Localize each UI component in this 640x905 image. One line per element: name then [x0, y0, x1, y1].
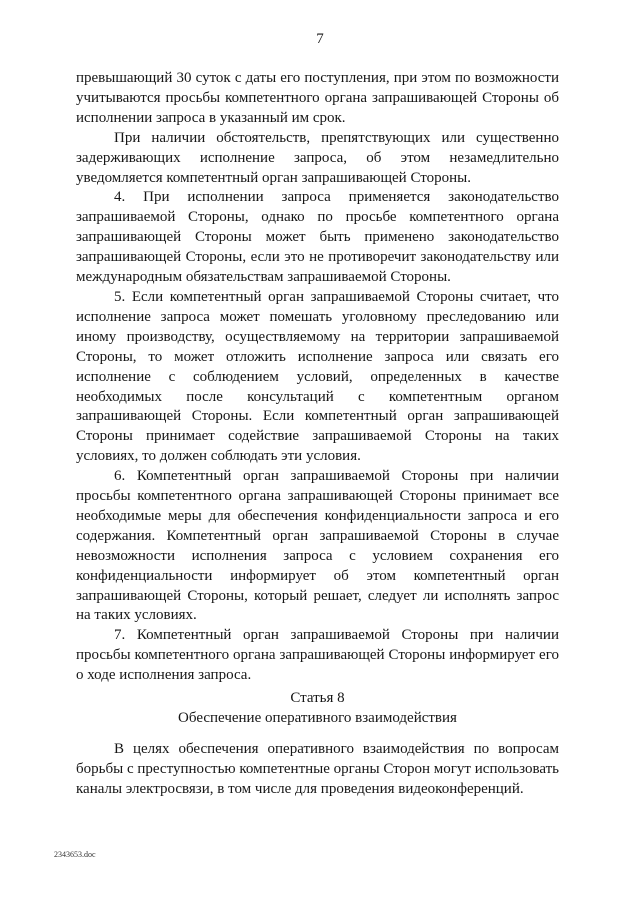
page-number: 7: [316, 31, 324, 47]
paragraph-item-6: 6. Компетентный орган запрашиваемой Стороны при наличии просьбы компетентного органа запрашивающей Стороны принимает все необходимые меры для обеспечения конфиденциальности запроса и его содержания. Компетентный орган запрашиваемой Стороны в случае невозможности исполнения запроса с условием сохранения его конфиденциальности информирует об этом компетентный орган запрашивающей Стороны, который решает, следует ли исполнять запрос на таких условиях.: [76, 468, 559, 624]
article-8-body: [76, 740, 559, 800]
article-number-heading: Статья 8: [290, 690, 345, 706]
paragraph-item-7: 7. Компетентный орган запрашиваемой Стороны при наличии просьбы компетентного органа запрашивающей Стороны информирует его о ходе исполнения запроса.: [76, 627, 559, 684]
article-8-paragraph: В целях обеспечения оперативного взаимодействия по вопросам борьбы с преступностью компетентные органы Сторон могут использовать каналы электросвязи, в том числе для проведения видеоконференций.: [76, 741, 559, 797]
paragraph-item-4: 4. При исполнении запроса применяется законодательство запрашиваемой Стороны, однако по просьбе компетентного органа запрашивающей Стороны может быть применено законодательство запрашивающей Стороны, если это не противоречит законодательству или международным обязательствам запрашиваемой Стороны.: [76, 189, 559, 286]
paragraph-item-5: 5. Если компетентный орган запрашиваемой Стороны считает, что исполнение запроса может помешать уголовному преследованию или иному производству, осуществляемому на территории запрашиваемой Стороны, то может отложить исполнение запроса или связать его исполнение с соблюдением условий, определенных в качестве необходимых после консультаций с компетентным органом запрашивающей Стороны. Если компетентный орган запрашивающей Стороны принимает содействие запрашиваемой Стороны на таких условиях, то должен соблюдать эти условия.: [76, 288, 559, 465]
article-title-heading: Обеспечение оперативного взаимодействия: [178, 710, 457, 726]
paragraph-continuation: превышающий 30 суток с даты его поступления, при этом по возможности учитываются просьбы компетентного органа запрашивающей Стороны об исполнении запроса в указанный им срок.: [76, 70, 559, 126]
paragraph-circumstances: При наличии обстоятельств, препятствующих или существенно задерживающих исполнение запроса, об этом незамедлительно уведомляется компетентный орган запрашивающей Стороны.: [76, 129, 559, 186]
article-7-continuation: [76, 69, 559, 686]
document-reference: 2343653.doc: [54, 850, 96, 859]
